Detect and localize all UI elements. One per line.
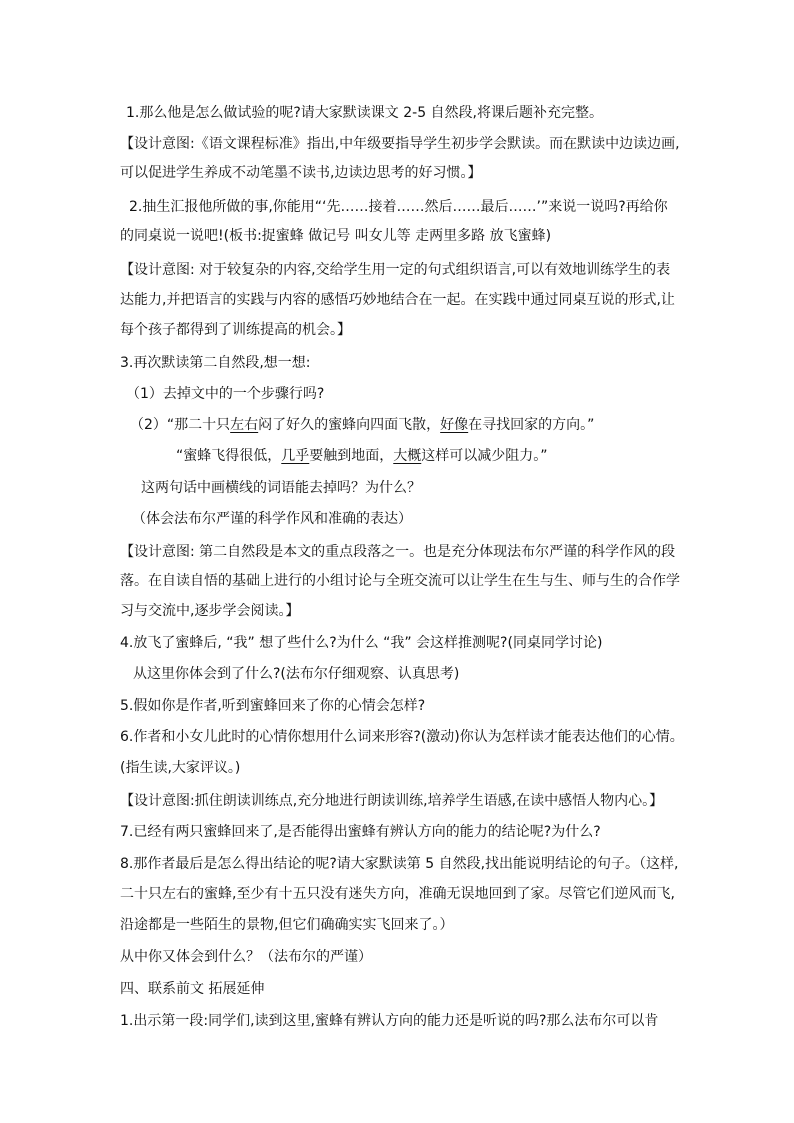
q8-line-2: 二十只左右的蜜蜂,至少有十五只没有迷失方向，准确无误地回到了家。尽管它们逆风而飞, — [120, 886, 675, 902]
quote-2-part-a: “蜜蜂飞得很低， — [176, 448, 282, 464]
underlined-word-zuoyou: 左右 — [230, 417, 259, 433]
q6-line-2: (指生读,大家评议。) — [120, 760, 241, 776]
quote-1-part-b: 闷了好久的蜜蜂向四面飞散， — [258, 417, 441, 433]
q2-line-1: 2.抽生汇报他所做的事,你能用“‘先……接着……然后……最后……’”来说一说吗?再给你 — [129, 199, 668, 215]
quote-1-part-c: 在寻找回家的方向。” — [468, 417, 595, 433]
design-intent-1-line-2: 可以促进学生养成不动笔墨不读书,边读边思考的好习惯。】 — [120, 165, 482, 181]
q7: 7.已经有两只蜜蜂回来了,是否能得出蜜蜂有辨认方向的能力的结论呢?为什么? — [120, 824, 601, 840]
quote-sentence-2 — [176, 447, 548, 465]
q1-silent-reading: 1.那么他是怎么做试验的呢?请大家默读课文 2-5 自然段,将课后题补充完整。 — [126, 105, 604, 121]
q8-line-1: 8.那作者最后是怎么得出结论的呢?请大家默读第 5 自然段,找出能说明结论的句子。（这样, — [120, 856, 679, 872]
q3-note: （体会法布尔严谨的科学作风和准确的表达） — [132, 511, 412, 527]
quote-2-part-b: 要触到地面， — [309, 448, 394, 464]
section-four-heading: 四、联系前文 拓展延伸 — [120, 981, 265, 997]
design-intent-1-line-1: 【设计意图:《语文课程标准》指出,中年级要指导学生初步学会默读。而在默读中边读边画, — [120, 136, 680, 152]
quote-1-part-a: （2）“那二十只 — [130, 417, 231, 433]
quote-2-part-c: 这样可以减少阻力。” — [421, 448, 548, 464]
design-intent-4: 【设计意图:抓住朗读训练点,充分地进行朗读训练,培养学生语感,在读中感悟人物内心。】 — [120, 793, 664, 809]
q8-line-3: 沿途都是一些陌生的景物,但它们确确实实飞回来了。） — [120, 917, 454, 933]
q4: 4.放飞了蜜蜂后, “我” 想了些什么?为什么 “我” 会这样推测呢?(同桌同学讨论) — [120, 635, 603, 651]
design-intent-2-line-2: 达能力,并把语言的实践与内容的感悟巧妙地结合在一起。在实践中通过同桌互说的形式,让 — [120, 292, 675, 308]
design-intent-2-line-1: 【设计意图: 对于较复杂的内容,交给学生用一定的句式组织语言,可以有效地训练学生的表 — [120, 262, 671, 278]
q8-follow-up: 从中你又体会到什么？（法布尔的严谨） — [120, 949, 372, 965]
underlined-word-haoxiang: 好像 — [440, 417, 469, 433]
q3-sub-1: （1）去掉文中的一个步骤行吗? — [126, 386, 325, 402]
q4-follow-up: 从这里你体会到了什么?(法布尔仔细观察、认真思考) — [133, 666, 460, 682]
design-intent-3-line-3: 习与交流中,逐步学会阅读。】 — [120, 603, 300, 619]
quote-sentence-1 — [130, 416, 594, 434]
design-intent-3-line-2: 落。在自读自悟的基础上进行的小组讨论与全班交流可以让学生在生与生、师与生的合作学 — [120, 573, 680, 589]
design-intent-2-line-3: 每个孩子都得到了训练提高的机会。】 — [120, 322, 351, 338]
q2-line-2-blackboard: 的同桌说一说吧!(板书:捉蜜蜂 做记号 叫女儿等 走两里多路 放飞蜜蜂) — [120, 228, 552, 244]
underlined-word-jihu: 几乎 — [281, 448, 310, 464]
q5: 5.假如你是作者,听到蜜蜂回来了你的心情会怎样? — [120, 698, 426, 714]
section-four-item-1: 1.出示第一段:同学们,读到这里,蜜蜂有辨认方向的能力还是听说的吗?那么法布尔可以肯 — [120, 1013, 659, 1029]
underlined-word-dagai: 大概 — [393, 448, 422, 464]
q3: 3.再次默读第二自然段,想一想: — [120, 355, 311, 371]
design-intent-3-line-1: 【设计意图: 第二自然段是本文的重点段落之一。也是充分体现法布尔严谨的科学作风的段 — [120, 544, 676, 560]
q3-follow-up: 这两句话中画横线的词语能去掉吗？为什么？ — [141, 480, 421, 496]
q6-line-1: 6.作者和小女儿此时的心情你想用什么词来形容?(激动)你认为怎样读才能表达他们的心情。 — [120, 729, 684, 745]
